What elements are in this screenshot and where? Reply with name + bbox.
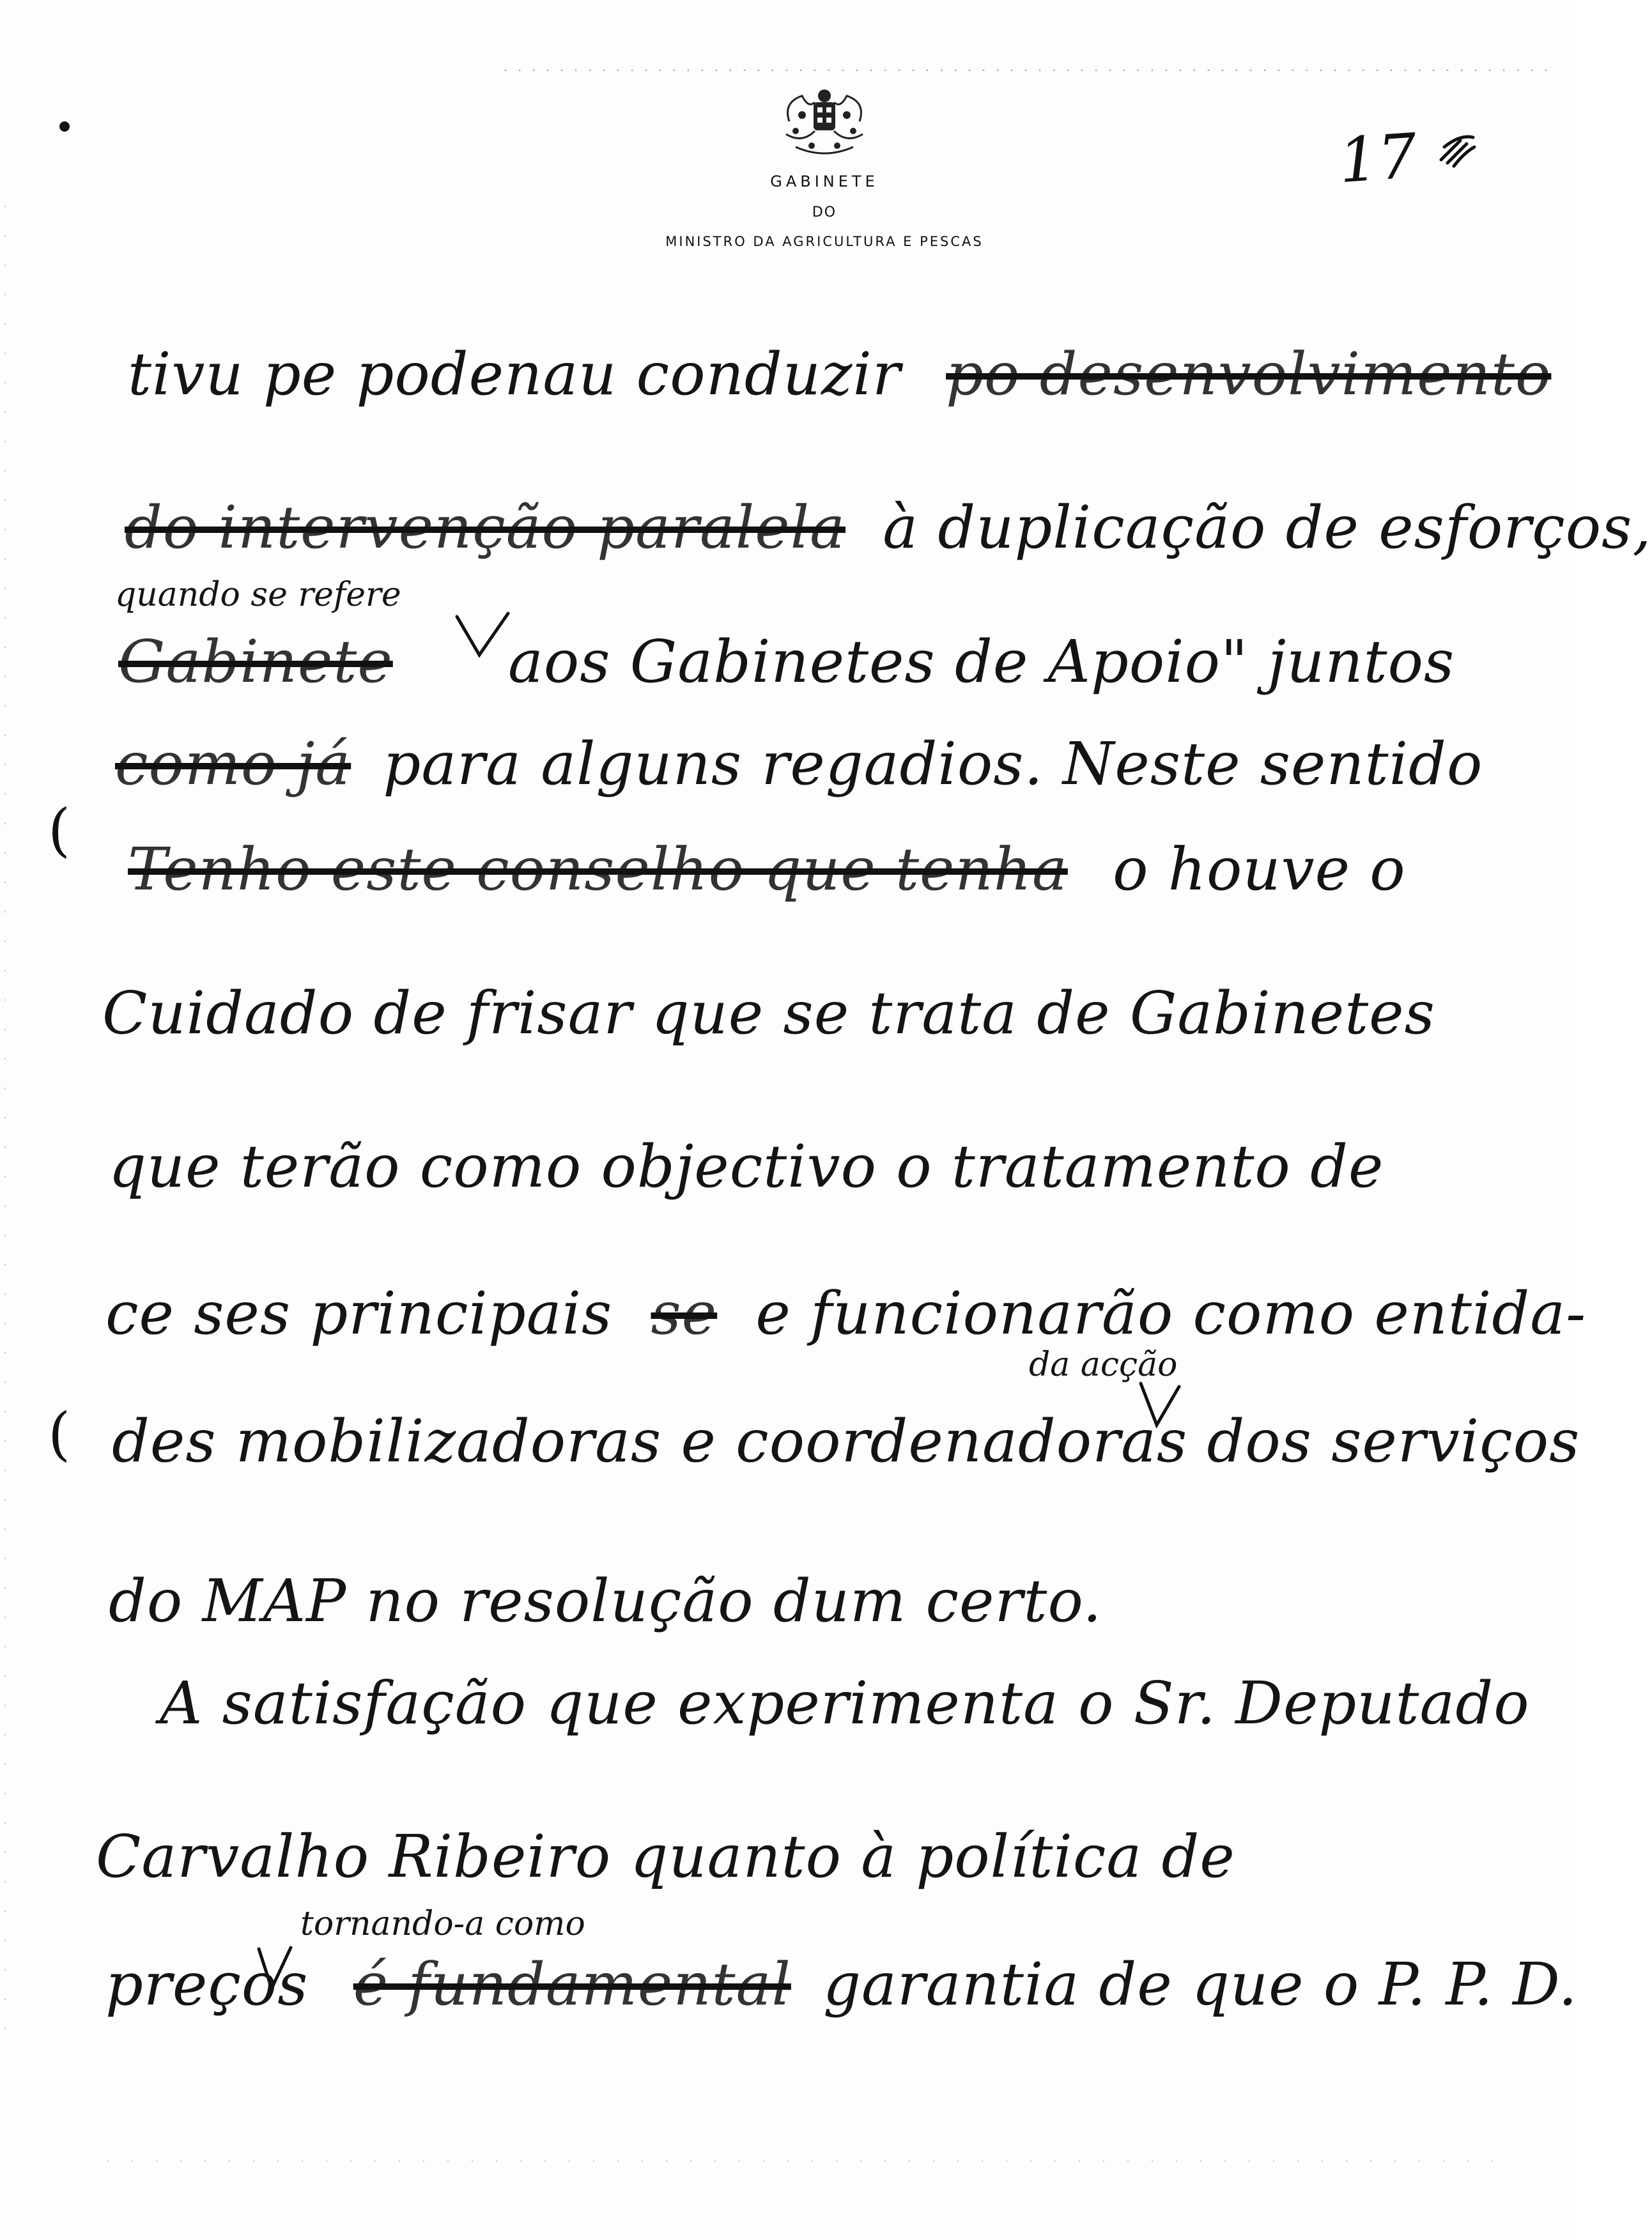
line-4-text: para alguns regadios. Neste sentido [383,730,1483,798]
handwriting-line-9 [112,1407,1580,1475]
line-7-text: que terão como objectivo o tratamento de [109,1132,1384,1201]
line-11-text: A satisfação que experimenta o Sr. Deputado [160,1669,1530,1737]
line-2-text: à duplicação de esforços, [883,493,1652,562]
line-10-text: do MAP no resolução dum certo. [109,1567,1102,1635]
line-8-text: ce ses principais [105,1279,613,1348]
line-3-struck: Gabinete [118,627,393,696]
scan-artifact-bottom [96,2160,1502,2162]
handwriting-line-7 [109,1132,1384,1201]
scan-artifact-left [4,192,6,2045]
line-1-struck: po desenvolvimento [946,340,1552,408]
letterhead-ministry: MINISTRO DA AGRICULTURA E PESCAS [665,234,984,249]
letterhead-gabinete: GABINETE [770,173,879,190]
scribble-mark-icon [1435,128,1479,173]
handwriting-line-12 [96,1822,1235,1891]
line-9-margin-mark: ( [48,1401,71,1468]
letterhead [562,83,1086,249]
handwriting-line-13 [105,1950,1578,2019]
line-4-margin-mark: ( [48,797,71,864]
handwriting-line-8 [105,1279,1587,1348]
punch-hole-mark [59,121,70,132]
handwriting-line-6 [102,979,1435,1047]
letterhead-do: DO [812,204,837,220]
coat-of-arms-icon [776,83,872,160]
line-9-insert: da acção [1029,1346,1178,1384]
line-9-text: des mobilizadoras e coordenadoras dos serviços [112,1407,1580,1475]
handwriting-line-10 [109,1567,1102,1635]
line-12-text: Carvalho Ribeiro quanto à política de [96,1822,1235,1891]
line-5-text: o houve o [1113,835,1406,904]
handwriting-line-11 [160,1669,1530,1737]
handwriting-line-4 [115,730,1483,798]
line-13-insert: tornando-a como [300,1905,585,1943]
line-1-text: tivu pe podenau conduzir [128,340,901,408]
line-8-struck: se [651,1279,718,1348]
line-5-struck: Tenho este conselho que tenha [128,835,1068,904]
handwriting-line-3 [118,627,1455,696]
line-2-struck: do intervenção paralela [125,493,845,562]
line-13-struck: é fundamental [353,1950,791,2019]
line-3-insert: quando se refere [115,576,401,614]
handwriting-line-5 [128,835,1406,904]
line-6-text: Cuidado de frisar que se trata de Gabinetes [102,979,1435,1047]
line-4-struck: como já [115,730,351,798]
line-8-text2: e funcionarão como entida- [755,1279,1587,1348]
scan-artifact-top [498,69,1547,72]
handwriting-line-1 [128,340,1552,408]
page-number: 17 [1336,119,1419,197]
line-3-text: aos Gabinetes de Apoio" juntos [508,627,1455,696]
line-13-text2: garantia de que o P. P. D. [823,1950,1578,2019]
line-13-text: preços [105,1950,309,2019]
handwriting-line-2 [125,493,1652,562]
